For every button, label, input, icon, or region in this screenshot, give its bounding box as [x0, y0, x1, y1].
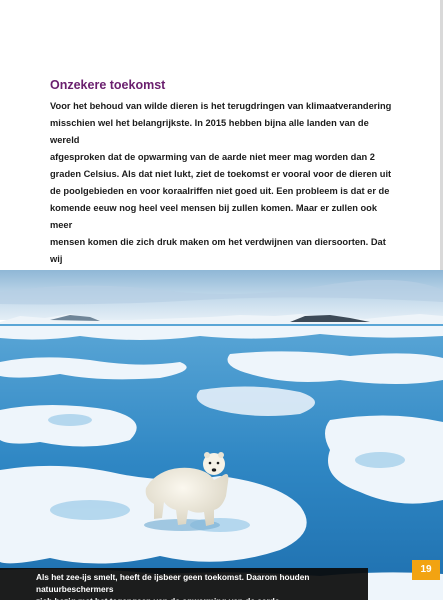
photo-caption [0, 568, 368, 606]
body-line: afgesproken dat de opwarming van de aarde niet meer mag worden dan 2 [50, 152, 375, 162]
caption-line: Als het zee-ijs smelt, heeft de ijsbeer geen toekomst. Daarom houden natuurbeschermers [36, 572, 310, 594]
page-number: 19 [412, 560, 440, 580]
body-line: misschien wel het belangrijkste. In 2015 hebben bijna alle landen van de wereld [50, 118, 369, 145]
body-line: komende eeuw nog heel veel mensen bij zullen komen. Maar er zullen ook meer [50, 203, 378, 230]
polar-bear-photo [0, 270, 443, 600]
section-heading: Onzekere toekomst [50, 78, 166, 92]
body-line: mensen komen die zich druk maken om het verdwijnen van diersoorten. Dat wij [50, 237, 386, 264]
body-line: Voor het behoud van wilde dieren is het terugdringen van klimaatverandering [50, 101, 392, 111]
body-line: graden Celsius. Als dat niet lukt, ziet de toekomst er vooral voor de dieren uit [50, 169, 392, 179]
caption-line: zich bezig met het tegengaan van de opwarming van de aarde. [36, 596, 282, 606]
body-line: de poolgebieden en voor koraalriffen niet goed uit. Een probleem is dat er de [50, 186, 390, 196]
